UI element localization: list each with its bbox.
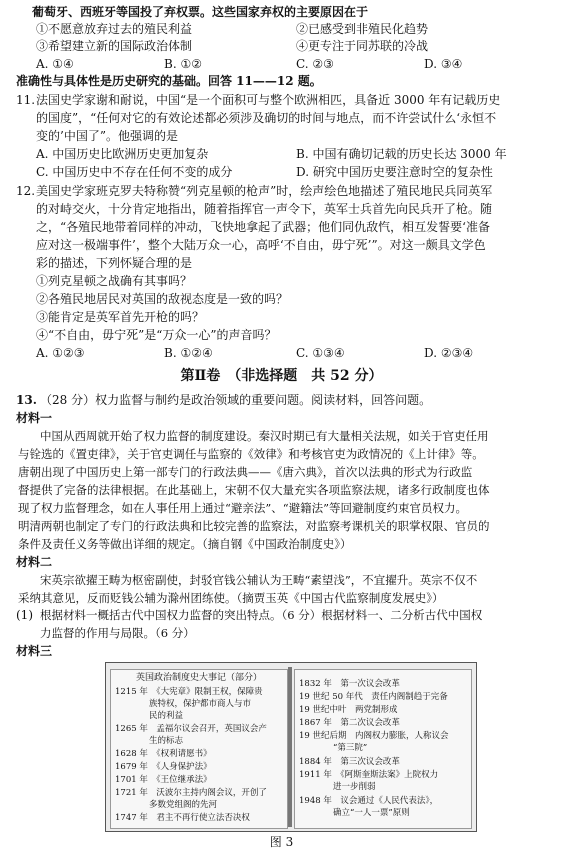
- timeline-entry: 1265 年 孟福尔议会召开，英国议会产: [115, 724, 267, 734]
- q12-item-4: ④“不自由，毋宁死”是“万众一心”的声音吗？: [36, 328, 277, 342]
- figure-caption: 图 3: [269, 835, 294, 849]
- choice-a: A. ①④: [36, 57, 74, 71]
- q11-choice-a: A. 中国历史比欧洲历史更加复杂: [36, 147, 209, 161]
- q11-number: 11.: [16, 93, 36, 107]
- material-3-heading: 材料三: [16, 644, 53, 658]
- sub-question-1-line-1: 根据材料一概括古代中国权力监督的突出特点。（6 分）根据材料一、二分析古代中国权: [40, 608, 483, 622]
- material-2-line-2: 采纳其意见，反而贬钱公辅为滁州团练使。（摘贾玉英《中国古代监察制度发展史》）: [18, 591, 444, 605]
- timeline-entry: 1701 年 《王位继承法》: [115, 775, 212, 785]
- timeline-title: 英国政治制度史大事记（部分）: [135, 673, 262, 683]
- timeline-entry: 1721 年 沃波尔主持内阁会议，开创了: [115, 788, 267, 798]
- material-1-heading: 材料一: [16, 411, 53, 425]
- material-1-line-5: 现了权力监督理念，如在人事任用上通过“避亲法”、“避籍法”等回避制度约束官员权力。: [18, 501, 468, 515]
- option-4: ④更专注于同苏联的冷战: [296, 39, 429, 53]
- material-1-line-7: 条件及责任义务等做出详细的规定。（摘自钢《中国政治制度史》）: [18, 537, 352, 551]
- q10-stem-tail: 葡萄牙、西班牙等国投了弃权票。这些国家弃权的主要原因在于: [32, 5, 369, 19]
- q12-stem-line-5: 彩的描述，下列怀疑合理的是: [36, 256, 193, 270]
- q12-choice-c: C. ①③④: [296, 346, 345, 360]
- timeline-entry: 1832 年 第一次议会改革: [299, 679, 400, 689]
- timeline-left-page: [110, 669, 288, 829]
- timeline-entry: 1884 年 第三次议会改革: [299, 757, 400, 767]
- q11-stem-line-1: 法国史学家谢和耐说，中国“是一个面积可与整个欧洲相匹，具备近 3000 年有记载历史: [36, 93, 501, 107]
- q12-number: 12.: [16, 184, 36, 198]
- q12-stem-line-2: 的对峙交火，十分肯定地指出，随着指挥官一声令下，英军士兵首先向民兵开了枪。随: [36, 202, 493, 216]
- q12-stem-line-3: 之，“各殖民地带着同样的冲动，飞快地拿起了武器；他们同仇敌忾，相互发誓要‘准备: [36, 220, 490, 234]
- timeline-entry: 进一步削弱: [299, 782, 376, 792]
- q12-choice-b: B. ①②④: [164, 346, 213, 360]
- timeline-entry: 19 世纪 50 年代 责任内阁制趋于完备: [299, 692, 448, 702]
- q11-stem-line-3: 变的’中国了”。他强调的是: [36, 129, 178, 143]
- timeline-entry: 19 世纪中叶 两党制形成: [299, 705, 398, 715]
- timeline-entry: 生的标志: [115, 736, 184, 746]
- material-1-line-3: 唐朝出现了中国历史上第一部专门的行政法典——《唐六典》，首次以法典的形式为行政监: [18, 465, 473, 479]
- material-1-line-1: 中国从西周就开始了权力监督的制度建设。秦汉时期已有大量相关法规，如关于官吏任用: [40, 429, 489, 443]
- q11-choice-c: C. 中国历史中不存在任何不变的成分: [36, 165, 233, 179]
- timeline-entry: 多数党组阁的先河: [115, 800, 218, 810]
- option-1: ①不愿意放弃过去的殖民利益: [36, 22, 193, 36]
- timeline-entry: “第三院”: [299, 743, 368, 753]
- q11-stem-line-2: 的国度”，“任何对它的有效论述都必须涉及确切的时间与地点，而不许尝试什么‘永恒不: [36, 111, 497, 125]
- material-1-line-6: 明清两朝也制定了专门的行政法典和比较完善的监察法，对监察考课机关的职掌权限、官员的: [18, 519, 490, 533]
- timeline-entry: 1747 年 君主不再行使立法否决权: [115, 813, 250, 823]
- q13-stem: （28 分）权力监督与制约是政治领域的重要问题。阅读材料，回答问题。: [40, 393, 432, 407]
- sub-question-1-number: (1): [16, 608, 33, 622]
- timeline-entry: 1628 年 《权利请愿书》: [115, 749, 212, 759]
- q12-choice-a: A. ①②③: [36, 346, 85, 360]
- q12-stem-line-4: 应对这一极端事件’，整个大陆万众一心，高呼‘不自由，毋宁死’”。对这一颇具文学色: [36, 238, 486, 252]
- material-2-line-1: 宋英宗欲擢王畴为枢密副使，封驳官钱公辅认为王畴“素望浅”，不宜擢升。英宗不仅不: [40, 573, 478, 587]
- timeline-right-page: [294, 669, 472, 829]
- q12-item-3: ③能肯定是英军首先开枪的吗？: [36, 310, 205, 324]
- timeline-entry: 1679 年 《人身保护法》: [115, 762, 212, 772]
- timeline-entry: 族特权，保护都市商人与市: [115, 699, 252, 709]
- option-2: ②已感受到非殖民化趋势: [296, 22, 429, 36]
- timeline-entry: 1215 年 《大宪章》限制王权，保障贵: [115, 687, 263, 697]
- timeline-entry: 1867 年 第二次议会改革: [299, 718, 400, 728]
- choice-c: C. ②③: [296, 57, 334, 71]
- book-spine: [288, 667, 292, 827]
- choice-d: D. ③④: [424, 57, 463, 71]
- material-2-heading: 材料二: [16, 555, 53, 569]
- choice-b: B. ①②: [164, 57, 202, 71]
- q13-number: 13.: [16, 393, 37, 407]
- material-1-line-4: 督提供了完备的法律根据。在此基础上，宋朝不仅大量充实各项监察法规，诸多行政制度也体: [18, 483, 490, 497]
- q11-choice-d: D. 研究中国历史要注意时空的复杂性: [296, 165, 493, 179]
- q12-item-2: ②各殖民地居民对英国的敌视态度是一致的吗？: [36, 292, 289, 306]
- figure-3-photo: [105, 662, 477, 832]
- timeline-entry: 1948 年 议会通过《人民代表法》，: [299, 796, 439, 806]
- q12-item-1: ①列克星顿之战确有其事吗？: [36, 274, 193, 288]
- timeline-entry: 民的利益: [115, 711, 184, 721]
- q11-choice-b: B. 中国有确切记载的历史长达 3000 年: [296, 147, 507, 161]
- timeline-entry: 19 世纪后期 内阁权力膨胀，人称议会: [299, 731, 449, 741]
- section-title: 第Ⅱ卷 （非选择题 共 52 分）: [180, 368, 383, 384]
- option-3: ③希望建立新的国际政治体制: [36, 39, 193, 53]
- timeline-entry: 1911 年 《阿斯奎斯法案》上院权力: [299, 770, 439, 780]
- q12-stem-line-1: 美国史学家班克罗夫特称赞“列克星顿的枪声”时，绘声绘色地描述了殖民地民兵同英军: [36, 184, 493, 198]
- timeline-entry: 确立“一人一票”原则: [299, 808, 410, 818]
- group-intro: 准确性与具体性是历史研究的基础。回答 11——12 题。: [16, 74, 322, 88]
- sub-question-1-line-2: 力监督的作用与局限。（6 分）: [40, 626, 195, 640]
- q12-choice-d: D. ②③④: [424, 346, 474, 360]
- material-1-line-2: 与铨选的《置吏律》，关于官吏调任与监察的《效律》和考核官吏为政情况的《上计律》等。: [18, 447, 484, 461]
